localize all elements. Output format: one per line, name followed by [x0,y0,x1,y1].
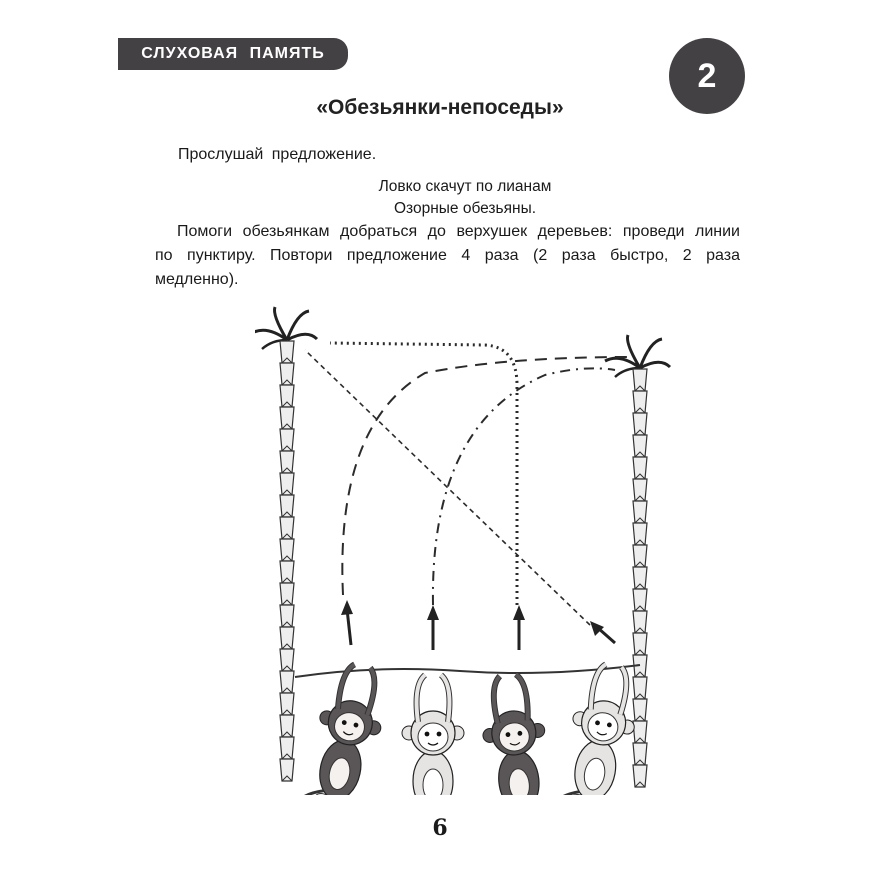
verse [300,176,630,220]
monkey-icon [547,659,644,795]
monkey-icon [290,658,392,795]
monkeys-illustration [255,305,675,795]
exercise-number-badge: 2 [669,38,745,114]
section-label: СЛУХОВАЯ ПАМЯТЬ [118,38,348,70]
arrow-up-icon [427,605,439,650]
path-2-dash-dot [433,368,615,605]
exercise-title: «Обезьянки-непоседы» [316,96,564,119]
listen-instruction: Прослушай предложение. [178,146,377,163]
verse-line-1: Ловко скачут по лианам [378,178,552,195]
arrow-up-icon [513,605,525,650]
page-number: 6 [432,815,448,841]
monkey-icon [395,675,464,795]
task-text: Помоги обезьянкам добраться до верхушек деревьев: проведи линии по пунктиру. Повтори предложение 4 раза (2 раза быстро, 2 раза медленно). [155,223,740,288]
verse-line-2: Озорные обезьяны. [393,200,537,217]
arrow-up-icon [590,621,615,643]
arrow-up-icon [341,600,353,645]
left-palm-tree [255,307,317,781]
monkey-icon [470,672,556,795]
path-1-dashed [342,357,630,595]
path-4-fine-dashed [305,350,590,625]
path-3-dotted [330,343,517,605]
